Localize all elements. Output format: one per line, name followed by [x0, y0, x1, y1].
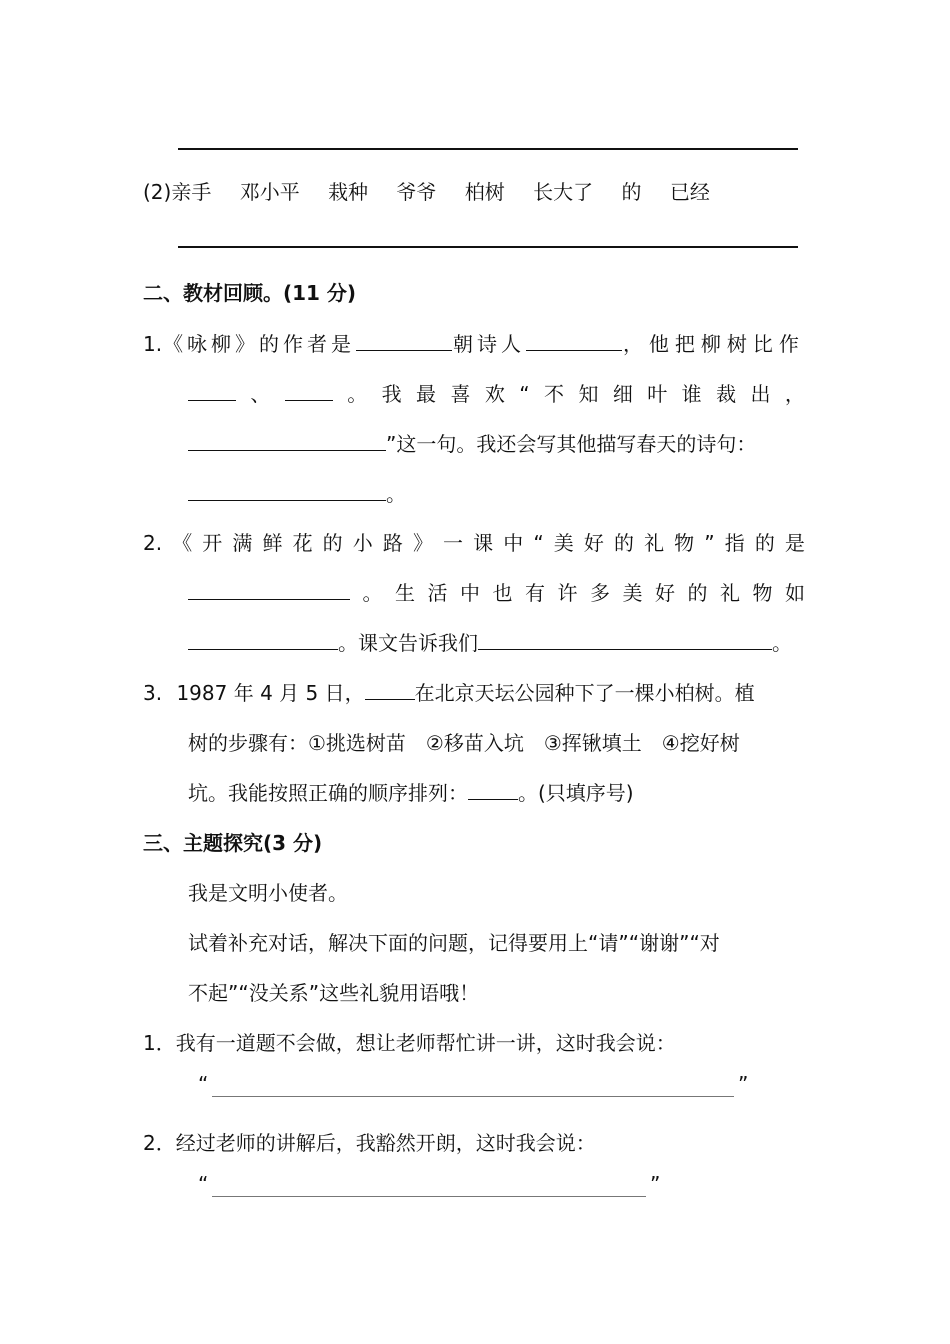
char: 也 — [492, 581, 513, 605]
char: 谁 — [681, 382, 702, 406]
word-5: 柏树 — [464, 180, 505, 204]
char: 的 — [754, 531, 775, 555]
section-2-title: 二、教材回顾。(11 分) — [143, 281, 357, 305]
word-3: 栽种 — [328, 180, 369, 204]
s2-q1-number: 1. — [143, 332, 163, 356]
char: “ — [533, 531, 544, 555]
word-4: 爷爷 — [396, 180, 437, 204]
char: 物 — [752, 581, 773, 605]
blank-poem-line[interactable] — [188, 432, 386, 451]
char: 《 — [172, 531, 193, 555]
char: 欢 — [484, 382, 505, 406]
char: 喜 — [450, 382, 471, 406]
word-1: 亲手 — [171, 180, 212, 204]
char: 叶 — [647, 382, 668, 406]
s2-q1-text-b: 朝诗人 — [453, 332, 525, 356]
s3-answer-line-2[interactable] — [212, 1196, 646, 1197]
char: 中 — [503, 531, 524, 555]
char: 出 — [750, 382, 771, 406]
s3-q1-close-quote: ” — [738, 1072, 749, 1096]
s2-q1-line4 — [188, 478, 406, 507]
char: 开 — [202, 531, 223, 555]
char: ” — [704, 531, 715, 555]
char: 美 — [622, 581, 643, 605]
blank-author[interactable] — [356, 332, 452, 351]
s3-q2-close-quote: ” — [650, 1172, 661, 1196]
char: 不 — [544, 382, 565, 406]
blank-other-poem[interactable] — [188, 482, 386, 501]
char: 裁 — [716, 382, 737, 406]
char: “ — [519, 382, 530, 406]
char: 的 — [322, 531, 343, 555]
section-3-title: 三、主题探究(3 分) — [143, 831, 323, 855]
s3-q1-open-quote: “ — [198, 1072, 209, 1096]
char: 是 — [784, 531, 805, 555]
s2-q2-line1 — [143, 527, 805, 556]
char: 物 — [674, 531, 695, 555]
char: 活 — [427, 581, 448, 605]
blank-lesson[interactable] — [478, 631, 772, 650]
char: 有 — [525, 581, 545, 605]
s3-answer-line-1[interactable] — [212, 1096, 734, 1097]
s2-q2-line3 — [188, 627, 792, 656]
s2-q3-text-c: 坑。我能按照正确的顺序排列： — [188, 781, 468, 805]
char: 花 — [292, 531, 313, 555]
blank-person[interactable] — [365, 681, 415, 700]
blank-compare-2[interactable] — [285, 382, 333, 401]
char: 许 — [557, 581, 578, 605]
char: 好 — [655, 581, 675, 605]
char: 生 — [395, 581, 415, 605]
char: 的 — [687, 581, 708, 605]
blank-gift[interactable] — [188, 581, 350, 600]
s2-q3-number: 3. — [143, 681, 163, 705]
s2-q3-text-b: 在北京天坛公园种下了一棵小柏树。植 — [414, 681, 755, 705]
char: 美 — [553, 531, 574, 555]
question-2-line — [143, 176, 710, 205]
word-2: 邓小平 — [239, 180, 300, 204]
blank-gift-examples[interactable] — [188, 631, 338, 650]
s2-q1-text-a: 《咏柳》的作者是 — [163, 332, 356, 356]
char: 课 — [473, 531, 494, 555]
s2-q3-text-d: 。(只填序号) — [518, 781, 634, 805]
s2-q3-line1 — [143, 677, 755, 706]
s2-q3-text-a: 1987 年 4 月 5 日， — [176, 681, 365, 705]
blank-compare-1[interactable] — [188, 382, 236, 401]
answer-line-2[interactable] — [178, 246, 798, 248]
char: 如 — [785, 581, 805, 605]
answer-line-1[interactable] — [178, 148, 798, 150]
char: 我 — [381, 382, 402, 406]
s3-question-1: 1．我有一道题不会做，想让老师帮忙讲一讲，这时我会说： — [143, 1031, 676, 1055]
char: 。 — [362, 581, 383, 605]
char: 一 — [443, 531, 464, 555]
s2-q3-line2: 树的步骤有：①挑选树苗 ②移苗入坑 ③挥锹填土 ④挖好树 — [188, 731, 740, 755]
s3-intro-3: 不起”“没关系”这些礼貌用语哦！ — [188, 981, 480, 1005]
s2-q1-end: 。 — [386, 482, 406, 506]
s2-q2-end: 。 — [772, 631, 792, 655]
question-label: (2) — [143, 180, 172, 204]
s2-q1-text-d: ”这一句。我还会写其他描写春天的诗句： — [386, 432, 757, 456]
char: 中 — [460, 581, 480, 605]
char: 、 — [250, 382, 271, 406]
s2-q2-number: 2. — [143, 531, 163, 555]
char: 多 — [590, 581, 610, 605]
s2-q1-line1 — [143, 328, 805, 357]
s2-q2-line2 — [188, 577, 805, 606]
char: 好 — [583, 531, 604, 555]
word-8: 已经 — [669, 180, 710, 204]
char: 鲜 — [262, 531, 283, 555]
char: 知 — [578, 382, 599, 406]
s3-intro-1: 我是文明小使者。 — [188, 881, 348, 905]
char: 礼 — [644, 531, 665, 555]
char: ， — [784, 382, 805, 406]
blank-dynasty[interactable] — [526, 332, 622, 351]
s3-question-2: 2．经过老师的讲解后，我豁然开朗，这时我会说： — [143, 1131, 596, 1155]
char: 路 — [382, 531, 403, 555]
char: 指 — [724, 531, 745, 555]
s2-q1-line2 — [188, 378, 805, 407]
char: 的 — [613, 531, 634, 555]
char: 小 — [352, 531, 373, 555]
s2-q1-text-c: ，他把柳树比作 — [622, 332, 805, 356]
char: 礼 — [720, 581, 740, 605]
char: 最 — [416, 382, 437, 406]
word-6: 长大了 — [533, 180, 594, 204]
char: 》 — [412, 531, 433, 555]
char: 。 — [347, 382, 368, 406]
s2-q3-line3 — [188, 777, 634, 806]
word-7: 的 — [621, 180, 642, 204]
blank-order[interactable] — [468, 781, 518, 800]
char: 细 — [612, 382, 633, 406]
s2-q1-line3 — [188, 428, 756, 457]
s3-intro-2: 试着补充对话，解决下面的问题，记得要用上“请”“谢谢”“对 — [188, 931, 720, 955]
char: 满 — [232, 531, 253, 555]
s2-q2-text-c: 。课文告诉我们 — [338, 631, 478, 655]
s3-q2-open-quote: “ — [198, 1172, 209, 1196]
